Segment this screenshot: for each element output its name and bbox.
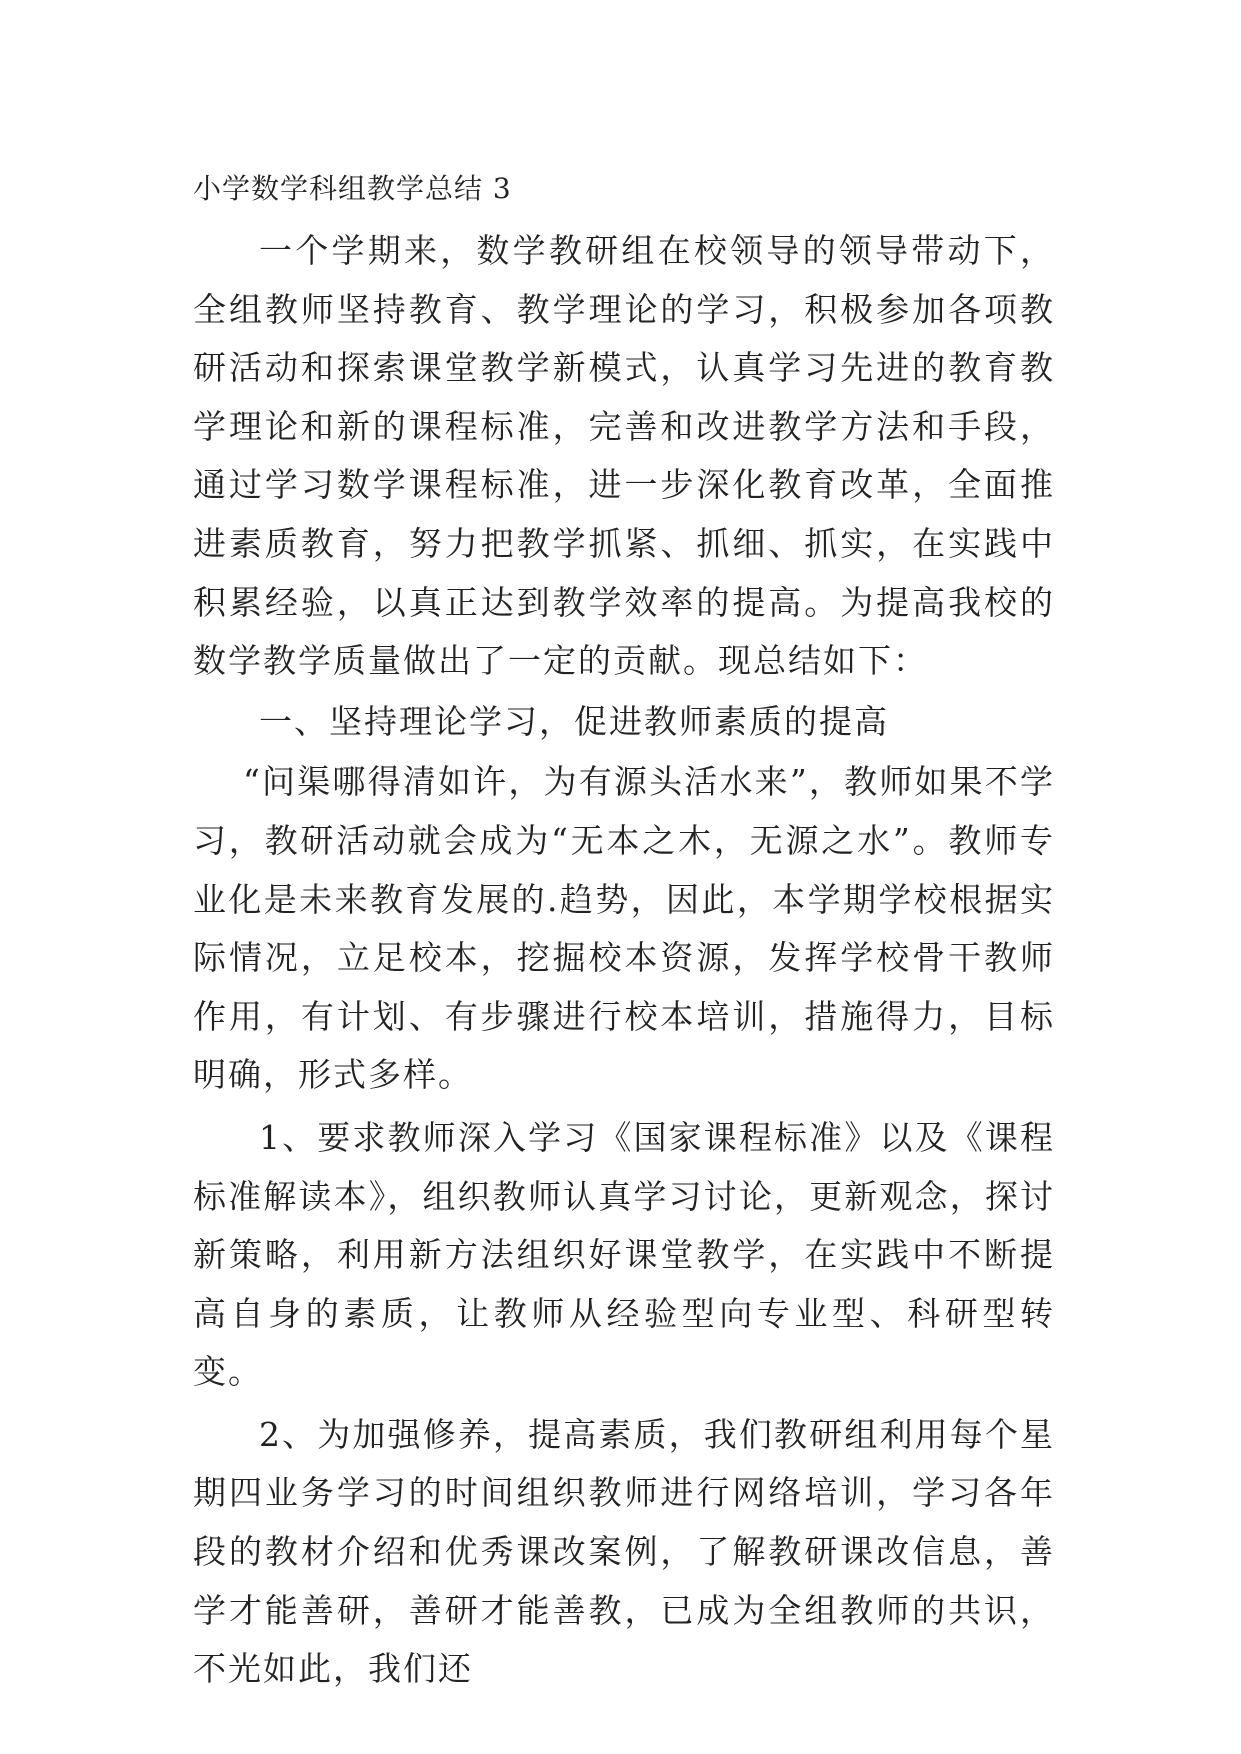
paragraph-intro: 一个学期来，数学教研组在校领导的领导带动下，全组教师坚持教育、教学理论的学习，积极参加各项教研活动和探索课堂教学新模式，认真学习先进的教育教学理论和新的课程标准，完善和改进教学方法和手段，通过学习数学课程标准，进一步深化教育改革，全面推进素质教育，努力把教学抓紧、抓细、抓实，在实践中积累经验，以真正达到教学效率的提高。为提高我校的数学教学质量做出了一定的贡献。现总结如下： bbox=[193, 231, 1055, 681]
paragraph-item-2: 2、为加强修养，提高素质，我们教研组利用每个星期四业务学习的时间组织教师进行网络培训，学习各年段的教材介绍和优秀课改案例，了解教研课改信息，善学才能善研，善研才能善教，已成为全组教师的共识，不光如此，我们还 bbox=[193, 1414, 1055, 1689]
document-title: 小学数学科组教学总结 3 bbox=[193, 172, 512, 205]
document-body bbox=[193, 160, 1055, 1699]
paragraph-section-1: “问渠哪得清如许，为有源头活水来”，教师如果不学习，教研活动就会成为“无本之木，无源之水”。教师专业化是未来教育发展的.趋势，因此，本学期学校根据实际情况，立足校本，挖掘校本资源，发挥学校骨干教师作用，有计划、有步骤进行校本培训，措施得力，目标明确，形式多样。 bbox=[193, 762, 1055, 1095]
section-heading-1: 一、坚持理论学习，促进教师素质的提高 bbox=[259, 701, 889, 741]
paragraph-item-1: 1、要求教师深入学习《国家课程标准》以及《课程标准解读本》，组织教师认真学习讨论，更新观念，探讨新策略，利用新方法组织好课堂教学，在实践中不断提高自身的素质，让教师从经验型向专业型、科研型转变。 bbox=[193, 1117, 1055, 1392]
